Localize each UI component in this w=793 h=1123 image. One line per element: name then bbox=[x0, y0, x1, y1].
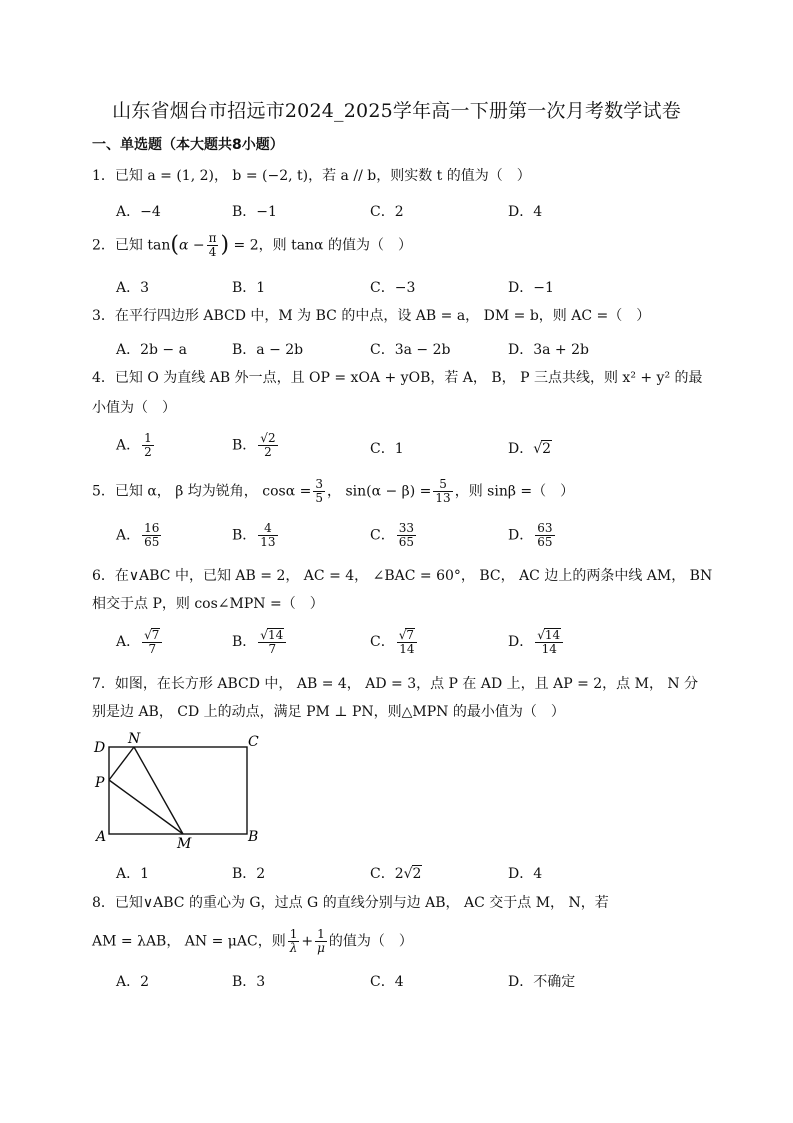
q4-d-label: D． bbox=[508, 441, 534, 457]
question-1-stem: 1．已知 a = (1, 2)， b = (−2, t)，若 a // b，则实数 t 的值为（ ） bbox=[92, 168, 531, 184]
q5-n2: 5 bbox=[433, 478, 452, 492]
q8-option-c[interactable]: C．4 bbox=[370, 974, 404, 990]
figure-label-m: M bbox=[177, 836, 192, 850]
q5-b-num: 4 bbox=[258, 522, 277, 536]
q5-d-num: 63 bbox=[537, 521, 553, 535]
q5-option-d[interactable] bbox=[508, 522, 557, 549]
q2-option-b[interactable]: B．1 bbox=[232, 280, 266, 296]
q6-b-label: B． bbox=[232, 634, 257, 650]
q7-c-label: C．2 bbox=[370, 866, 404, 882]
q8-n2: 1 bbox=[315, 928, 327, 942]
q8-d2: μ bbox=[317, 941, 325, 955]
q5-c-den: 65 bbox=[398, 535, 414, 549]
q2-option-d[interactable]: D．−1 bbox=[508, 280, 554, 296]
q4-b-label: B． bbox=[232, 437, 257, 454]
q2-pre: 2．已知 tan bbox=[92, 237, 171, 254]
figure-label-a: A bbox=[96, 829, 107, 845]
figure-rectangle bbox=[109, 747, 247, 834]
figure-label-b: B bbox=[248, 829, 259, 845]
q8-n1: 1 bbox=[289, 927, 298, 941]
q6-b-den: 7 bbox=[268, 642, 277, 656]
question-6-stem-line2: 相交于点 P，则 cos∠MPN =（ ） bbox=[92, 596, 324, 612]
figure-label-d: D bbox=[94, 740, 106, 756]
q6-d-label: D． bbox=[508, 634, 534, 650]
q5-option-a[interactable] bbox=[116, 522, 163, 549]
q4-d-value: 2 bbox=[542, 441, 552, 457]
q2-option-c[interactable]: C．−3 bbox=[370, 280, 416, 296]
q8-pre: AM = λAB， AN = μAC，则 bbox=[92, 933, 286, 950]
question-3-stem: 3．在平行四边形 ABCD 中，M 为 BC 的中点，设 AB = a， DM = b，则 AC =（ ） bbox=[92, 308, 651, 324]
question-8-stem: 8．已知∨ABC 的重心为 G，过点 G 的直线分别与边 AB， AC 交于点 M， N，若 bbox=[92, 895, 609, 911]
q4-option-a[interactable] bbox=[116, 432, 156, 459]
q4-b-den: 2 bbox=[264, 445, 272, 459]
q5-a-label: A． bbox=[116, 527, 141, 544]
q1-option-d[interactable]: D．4 bbox=[508, 204, 543, 220]
q5-d1: 5 bbox=[315, 491, 323, 505]
q4-option-d[interactable]: D．√2 bbox=[508, 441, 552, 457]
q3-option-b[interactable]: B．a − 2b bbox=[232, 342, 304, 358]
q7-option-d[interactable]: D．4 bbox=[508, 866, 543, 882]
q6-d-den: 14 bbox=[541, 642, 557, 656]
rectangle-figure bbox=[90, 730, 270, 850]
q1-option-b[interactable]: B．−1 bbox=[232, 204, 277, 220]
q4-b-num: √2 bbox=[260, 431, 276, 445]
q4-option-c[interactable]: C．1 bbox=[370, 441, 404, 457]
q7-option-c[interactable]: C．2√2 bbox=[370, 866, 422, 882]
figure-label-c: C bbox=[248, 734, 259, 750]
q5-post: ，则 sinβ =（ ） bbox=[454, 483, 575, 500]
question-7-stem-line2: 别是边 AB， CD 上的动点，满足 PM ⊥ PN，则△MPN 的最小值为（ ） bbox=[92, 704, 565, 720]
q7-option-a[interactable]: A．1 bbox=[116, 866, 150, 882]
q5-c-label: C． bbox=[370, 527, 395, 544]
q2-post: = 2，则 tanα 的值为（ ） bbox=[233, 237, 412, 254]
question-2-stem: 2．已知 tan(α − $\frac{\pi}{4}$ ) = 2，则 tanα 的值为（ ） bbox=[92, 231, 412, 259]
q2-alpha: α − bbox=[178, 237, 205, 254]
section-heading: 一、单选题（本大题共8小题） bbox=[92, 137, 284, 153]
q2-four: 4 bbox=[208, 245, 217, 259]
q4-a-num: 1 bbox=[144, 431, 152, 445]
figure-segment-pn bbox=[109, 747, 134, 780]
q6-option-a[interactable]: A． $\frac{√7}{7}$ bbox=[116, 628, 164, 656]
q6-option-c[interactable]: C． $\frac{√7}{14}$ bbox=[370, 628, 419, 656]
q3-option-a[interactable]: A．2b − a bbox=[116, 342, 187, 358]
q5-a-num: 16 bbox=[144, 521, 160, 535]
q8-option-b[interactable]: B．3 bbox=[232, 974, 266, 990]
question-8-stem-line2: AM = λAB， AN = μAC，则 $\frac{1}{\lambda}$ + $\frac{1}{\mu}$ 的值为（ ） bbox=[92, 927, 413, 955]
q5-mid: ， sin(α − β) = bbox=[327, 483, 432, 500]
q6-option-b[interactable]: B． $\frac{√14}{7}$ bbox=[232, 628, 288, 656]
q8-option-a[interactable]: A．2 bbox=[116, 974, 150, 990]
q5-n1: 3 bbox=[315, 477, 323, 491]
q6-a-den: 7 bbox=[148, 642, 157, 656]
q4-a-label: A． bbox=[116, 437, 141, 454]
q6-b-num: 14 bbox=[267, 628, 284, 642]
question-5-stem bbox=[92, 478, 574, 505]
q4-option-b[interactable] bbox=[232, 432, 280, 459]
q1-option-a[interactable]: A．−4 bbox=[116, 204, 161, 220]
q2-pi: π bbox=[208, 231, 217, 245]
q5-a-den: 65 bbox=[144, 535, 160, 549]
question-4-stem-line2: 小值为（ ） bbox=[92, 400, 176, 416]
q6-option-d[interactable]: D． $\frac{√14}{14}$ bbox=[508, 628, 565, 656]
q5-option-c[interactable] bbox=[370, 522, 418, 549]
q7-c-value: 2 bbox=[412, 866, 422, 882]
q3-option-c[interactable]: C．3a − 2b bbox=[370, 342, 451, 358]
q8-post: 的值为（ ） bbox=[328, 933, 413, 950]
figure-segment-mn bbox=[134, 747, 183, 834]
q5-d2: 13 bbox=[435, 491, 451, 505]
q1-option-c[interactable]: C．2 bbox=[370, 204, 404, 220]
q5-c-num: 33 bbox=[398, 521, 414, 535]
q4-a-den: 2 bbox=[144, 445, 152, 459]
q6-c-num: 7 bbox=[406, 628, 415, 642]
q5-d-den: 65 bbox=[537, 535, 553, 549]
figure-label-p: P bbox=[95, 775, 105, 791]
question-7-stem: 7．如图，在长方形 ABCD 中， AB = 4， AD = 3，点 P 在 AD 上，且 AP = 2，点 M， N 分 bbox=[92, 676, 699, 692]
question-4-stem: 4．已知 O 为直线 AB 外一点，且 OP = xOA + yOB，若 A， B， P 三点共线，则 x² + y² 的最 bbox=[92, 370, 703, 386]
q5-b-den: 13 bbox=[260, 535, 276, 549]
q6-a-num: 7 bbox=[151, 628, 160, 642]
q2-option-a[interactable]: A．3 bbox=[116, 280, 150, 296]
question-6-stem: 6．在∨ABC 中，已知 AB = 2， AC = 4， ∠BAC = 60°， BC， AC 边上的两条中线 AM， BN bbox=[92, 568, 713, 584]
figure-label-n: N bbox=[128, 731, 141, 747]
q6-a-label: A． bbox=[116, 634, 141, 650]
q5-d-label: D． bbox=[508, 527, 534, 544]
q5-pre: 5．已知 α， β 均为锐角， cosα = bbox=[92, 483, 312, 500]
q7-option-b[interactable]: B．2 bbox=[232, 866, 266, 882]
q6-c-label: C． bbox=[370, 634, 395, 650]
q3-option-d[interactable]: D．3a + 2b bbox=[508, 342, 589, 358]
q5-option-b[interactable] bbox=[232, 522, 280, 549]
q8-d1: λ bbox=[289, 941, 298, 955]
figure-segment-pm bbox=[109, 780, 183, 834]
q8-option-d[interactable]: D．不确定 bbox=[508, 974, 576, 990]
page-title: 山东省烟台市招远市2024_2025学年高一下册第一次月考数学试卷 bbox=[112, 100, 681, 122]
q6-c-den: 14 bbox=[399, 642, 415, 656]
q5-b-label: B． bbox=[232, 527, 257, 544]
q6-d-num: 14 bbox=[544, 628, 561, 642]
